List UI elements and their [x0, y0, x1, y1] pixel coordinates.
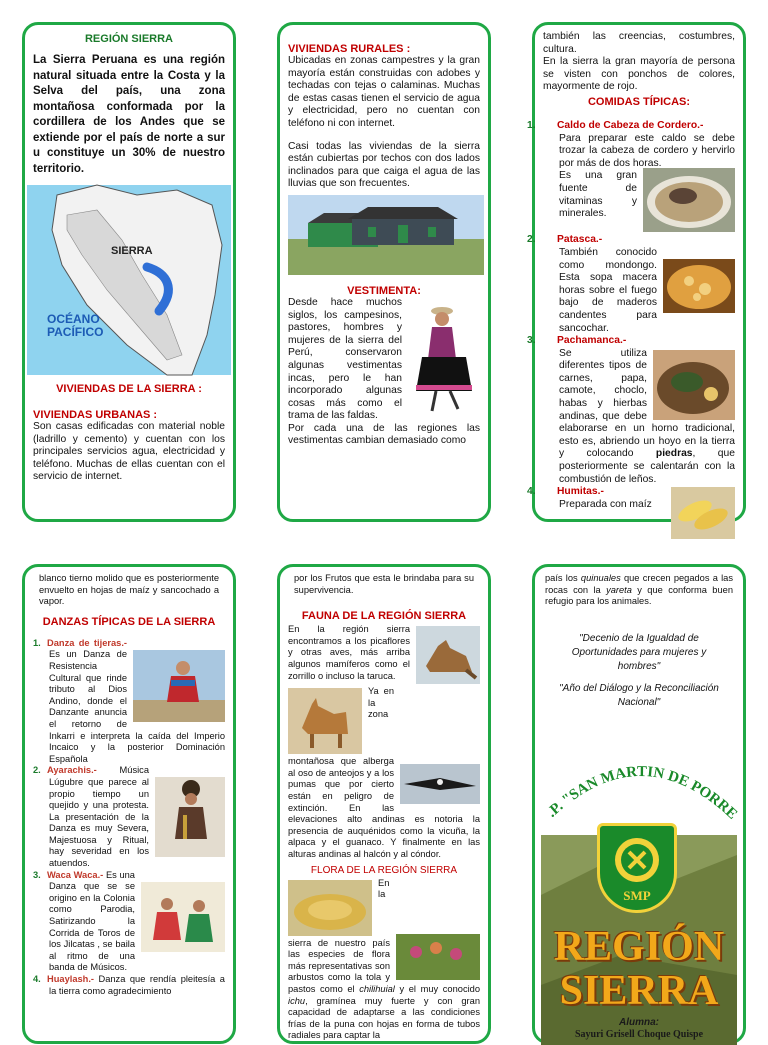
danza-tijeras-photo: [133, 650, 225, 722]
crest-text: SMP: [623, 888, 651, 903]
comida-item-body: [543, 348, 735, 487]
item-title: Huaylash.-: [47, 974, 95, 984]
panel-title: REGIÓN SIERRA: [84, 33, 173, 45]
crest-emblem-icon: [600, 832, 674, 892]
ichu-graphic: [288, 880, 372, 936]
flora-paragraph-1: En la sierra de nuestro país las especies de flora más representativas son arbustos como la tola y pastos como el: [288, 877, 390, 994]
pachamanca-graphic: [653, 350, 735, 420]
school-arc-graphic: [543, 745, 739, 825]
cover-text-b: que crecen pegados a las rocas con la: [545, 573, 734, 595]
item-text-2: Es una gran fuente de vitaminas y minerales.: [559, 170, 637, 220]
fox-graphic: [416, 626, 480, 684]
viviendas-urbanas-title: VIVIENDAS URBANAS :: [33, 409, 158, 421]
school-name: .P. "SAN MARTIN DE PORRE: [544, 763, 739, 823]
item-number: 1.: [527, 119, 536, 131]
comida-item: [527, 234, 735, 247]
quinua-photo: [396, 934, 480, 980]
continued-text: [543, 573, 735, 608]
item-title: Patasca.-: [557, 234, 603, 246]
viviendas-rurales-text: Ubicadas en zonas campestres y la gran mayoría están construidas con adobes y techadas con tejas o calaminas. Muchas de estas casas tienen el servicio de agua y electricidad, pero no cuentan con teléfono ni con internet.: [288, 55, 480, 129]
flora-title: FLORA DE LA REGIÓN SIERRA: [310, 864, 458, 876]
school-arc-title: [543, 745, 739, 825]
viviendas-rurales-text-2: Casi todas las viviendas de la sierra están cubiertas por techos con dos lados inclinados para que caiga el agua de las lluvias que son frecuentes.: [288, 140, 480, 190]
item-number: 4.: [33, 974, 41, 984]
fauna-title: FAUNA DE LA REGIÓN SIERRA: [301, 610, 467, 623]
vestimenta-text-1: Desde hace muchos siglos, los campesinos, pastores, hombres y mujeres de la sierra del Perú, conservaron algunas vestimentas incas, pero le han incorporado algunas cosas más como el trama de las faldas.: [288, 296, 402, 422]
flora-paragraph-2: y el muy conocido: [394, 983, 481, 994]
cover-text-a: país los: [545, 573, 581, 583]
ayarachis-graphic: [155, 777, 225, 857]
cover-italic-2: yareta: [606, 584, 632, 595]
peru-map-graphic: [27, 185, 229, 375]
item-title: Waca Waca.-: [47, 869, 104, 880]
ichu-photo: [288, 880, 372, 936]
peru-map: [27, 185, 231, 375]
fauna-paragraph-2: Ya en la zona montañosa que alberga al oso de anteojos y a los pumas que por cierto están en peligro de extinción. En las elevaciones alto andinas es notoria la presencia de auquénidos como la vicuña, la alpaca y el guanaco. Y finalmente en las alturas andinas al halcón y al cóndor.: [288, 686, 480, 859]
continued-text: blanco tierno molido que es posteriormente envuelto en hojas de maíz y sancochado a vapor.: [39, 573, 219, 607]
panel-region-sierra: [22, 22, 236, 522]
item-text: Es una Danza que se se origino en la Colonia como Parodia, Satirizando la Corrida de Toros de los Jilcatas , se baila al ritmo de una banda de Músicos.: [49, 869, 135, 973]
andean-dancer-photo: [408, 299, 480, 419]
cover-big-title: [541, 925, 737, 1013]
item-number: 2.: [33, 765, 41, 776]
item-title: Humitas.-: [557, 486, 604, 498]
item-text: Se utiliza diferentes tipos de carnes, papa, camote, choclo, habas y hierbas andinas, que debe elaborarse en un horno tradicional, esto es, abriendo un hoyo en la tierra y colocando: [559, 347, 735, 460]
cover-text-c: y que conforma buen refugio para los animales.: [545, 584, 733, 607]
item-number: 2.: [527, 234, 536, 246]
panel-fauna-flora: [277, 564, 491, 1044]
flora-italic-1: chilihuial: [359, 983, 395, 994]
continued-text: por los Frutos que esta le brindaba para su supervivencia.: [294, 573, 474, 595]
rural-house-graphic: [288, 195, 484, 275]
item-title: Danza de tijeras.-: [47, 637, 127, 648]
continued-text: también las creencias, costumbres, cultura.: [543, 31, 735, 55]
danza-item: [33, 974, 225, 997]
item-number: 3.: [527, 335, 536, 347]
flora-paragraph-3: , gramínea muy fuerte y con gran capacidad de adaptarse a las condiciones frías de la puna con hojas en forma de tubos radiales para captar la: [288, 995, 480, 1041]
humitas-graphic: [671, 487, 735, 539]
vestimenta-text-2: Por cada una de las regiones las vestimentas cambian demasiado como: [288, 422, 480, 447]
cover-title-line-2: SIERRA: [559, 968, 719, 1014]
fauna-text-1: [288, 624, 480, 682]
comidas-title: COMIDAS TÍPICAS:: [587, 95, 691, 108]
danza-tijeras-graphic: [133, 650, 225, 722]
vicuna-photo: [288, 688, 362, 754]
alumna-label: Alumna:: [619, 1017, 659, 1028]
quote-anio: "Año del Diálogo y la Reconciliación Nacional": [559, 682, 719, 708]
danza-item: [33, 765, 225, 869]
caldo-graphic: [643, 168, 735, 232]
item-text: Danza que rendía pleitesía a la tierra como agradecimiento: [49, 974, 225, 996]
caldo-photo: [643, 168, 735, 232]
cover-italic-1: quinuales: [580, 573, 621, 583]
intro-text: La Sierra Peruana es una región natural situada entre la Costa y la Selva del país, una zona montañosa conformada por la cordillera de los Andes que se extiende por el país de norte a sur u constituye un 30% de nuestro territorio.: [33, 54, 225, 175]
quote-decenio: "Decenio de la Igualdad de Oportunidades para mujeres y hombres": [571, 632, 707, 672]
danzas-title: DANZAS TÍPICAS DE LA SIERRA: [42, 615, 216, 628]
patasca-graphic: [663, 259, 735, 313]
continued-text-2: En la sierra la gran mayoría de persona se visten con ponchos de colores, mayormente de rojo.: [543, 56, 735, 93]
cover-title-line-1: REGIÓN: [553, 924, 725, 970]
flora-italic-2: ichu: [288, 995, 306, 1006]
comida-item-extra: [543, 170, 735, 220]
item-text-after: , que posteriormente se calentarán con la combustión de leños.: [559, 448, 735, 485]
alumna-name: Sayuri Grisell Choque Quispe: [574, 1029, 704, 1040]
viviendas-urbanas-text: Son casas edificadas con material noble (ladrillo y cemento) y cuentan con los principales servicios agua, electricidad y teléfono. Muchas de ellas cuentan con el servicio de internet.: [33, 421, 225, 483]
viviendas-rurales-title: VIVIENDAS RURALES :: [288, 43, 411, 55]
panel-comidas: [527, 22, 746, 522]
item-number: 4.: [527, 486, 536, 498]
item-text: También conocido como mondongo. Esta sopa macera horas sobre el fuego bajo de maderos candentes para sancochar.: [559, 246, 657, 334]
danza-item: [33, 870, 225, 974]
item-text-bold: piedras: [655, 448, 693, 460]
waca-waca-graphic: [141, 882, 225, 952]
patasca-photo: [663, 259, 735, 313]
humitas-photo: [671, 487, 735, 539]
panel-viviendas-vestimenta: [277, 22, 491, 522]
item-text: Es un Danza de Resistencia Cultural que rinde tributo al Dios Andino, donde el Danzante anuncia el retorno de Inkarri e interpreta la caída del Imperio Incaico y la posterior Dominación Española: [49, 649, 225, 764]
item-text: Preparada con maíz: [559, 498, 652, 510]
condor-graphic: [400, 764, 480, 804]
condor-photo: [400, 764, 480, 804]
ayarachis-photo: [155, 777, 225, 857]
item-number: 1.: [33, 637, 41, 648]
fauna-text-2: [288, 686, 480, 860]
item-text: Música Lúgubre que parece al propio tiempo un quejido y una protesta. La presentación de la Danza es muy Severa, Majestuosa y Ritual, hay severidad en los atuendos.: [49, 765, 149, 869]
rural-house-photo: [288, 195, 480, 275]
item-text: Para preparar este caldo se debe trozar la cabeza de cordero y hervirlo por más de dos horas.: [559, 132, 735, 169]
flora-text: [288, 878, 480, 1042]
map-label-ocean: OCÉANO PACÍFICO: [47, 312, 104, 339]
comida-item: [527, 335, 735, 348]
comida-item-body: [543, 499, 735, 512]
map-label-sierra: SIERRA: [111, 245, 153, 257]
cover-photo-area: [541, 835, 737, 1045]
vestimenta-text: [288, 297, 480, 448]
comida-item-body: [543, 247, 735, 335]
danza-item: [33, 638, 225, 766]
panel-cover: [532, 564, 746, 1044]
svg-text:I.E.P. "SAN MARTIN DE PORRES": [543, 745, 739, 823]
item-title: Pachamanca.-: [557, 335, 627, 347]
viviendas-title: VIVIENDAS DE LA SIERRA :: [56, 383, 202, 395]
andean-dancer-graphic: [408, 299, 480, 419]
item-title: Caldo de Cabeza de Cordero.-: [557, 119, 704, 131]
item-number: 3.: [33, 869, 41, 880]
item-title: Ayarachis.-: [47, 765, 97, 776]
vestimenta-title: VESTIMENTA:: [347, 284, 421, 297]
fauna-paragraph-1: En la región sierra encontramos a los picaflores y otras aves, más arriba algunos mamíferos como el zorrillo o incluso la taruca.: [288, 624, 410, 681]
quinua-graphic: [396, 934, 480, 980]
vicuna-graphic: [288, 688, 362, 754]
waca-waca-photo: [141, 882, 225, 952]
fox-photo: [416, 626, 480, 684]
pachamanca-photo: [653, 350, 735, 420]
panel-danzas: [22, 564, 236, 1044]
comida-item: [527, 119, 735, 170]
school-crest: [597, 823, 677, 913]
